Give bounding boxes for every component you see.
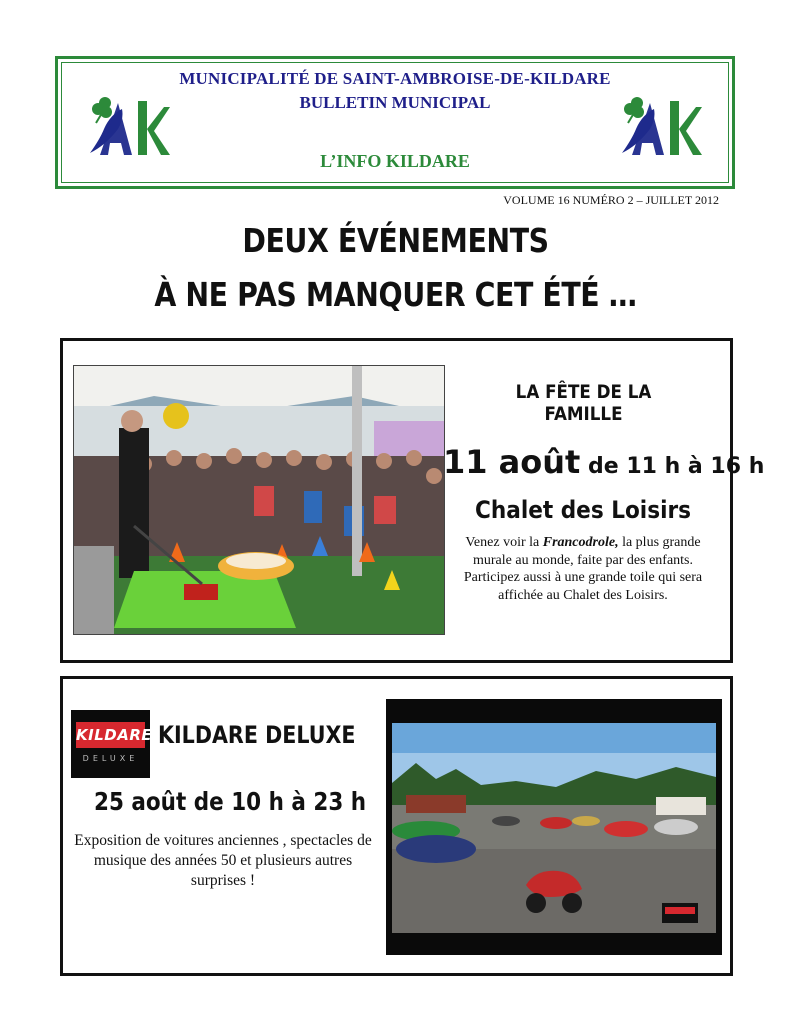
kildare-deluxe-logo <box>71 710 153 778</box>
kildare-deluxe-description: Exposition de voitures anciennes , spectacles de musique des années 50 et plusieurs autres surprises ! <box>74 832 372 889</box>
family-day-desc-part2: la plus grande murale au monde, faite par des enfants. Participez aussi à une grande toile qui sera affichée au Chalet des Loisirs. <box>463 535 703 603</box>
sak-logo-left <box>88 89 170 159</box>
family-day-hours: de 11 h à 16 h <box>580 454 765 479</box>
car-show-photo-illustration <box>386 699 722 955</box>
family-day-date-main: 11 août <box>443 443 581 481</box>
family-day-description <box>453 534 713 604</box>
bulletin-label: BULLETIN MUNICIPAL <box>299 93 491 112</box>
family-day-photo <box>73 365 445 635</box>
sak-logo-right <box>620 89 702 159</box>
municipality-name: MUNICIPALITÉ DE SAINT-AMBROISE-DE-KILDARE <box>179 69 611 88</box>
family-day-date <box>443 443 765 481</box>
family-day-location: Chalet des Loisirs <box>475 496 691 524</box>
francodrole-name: Francodrole, <box>542 535 619 550</box>
family-day-desc-part1: Venez voir la <box>465 535 543 550</box>
masthead <box>55 56 735 189</box>
kildare-deluxe-logo-word: KILDARE <box>76 726 153 744</box>
headline-line-1: DEUX ÉVÉNEMENTS <box>242 221 549 260</box>
kildare-deluxe-date: 25 août de 10 h à 23 h <box>94 787 367 816</box>
kildare-deluxe-title: KILDARE DELUXE <box>158 721 356 749</box>
volume-issue-date: VOLUME 16 NUMÉRO 2 – JUILLET 2012 <box>503 193 719 207</box>
family-day-title: LA FÊTE DE LA FAMILLE <box>515 381 652 425</box>
family-day-section <box>60 338 765 663</box>
headline-line-2: À NE PAS MANQUER CET ÉTÉ … <box>154 275 637 314</box>
kildare-deluxe-section <box>60 676 733 976</box>
newsletter-title: L’INFO KILDARE <box>320 151 470 171</box>
kildare-deluxe-logo-sub: DELUXE <box>82 754 139 763</box>
family-day-photo-illustration <box>74 366 444 634</box>
car-show-photo <box>386 699 722 955</box>
